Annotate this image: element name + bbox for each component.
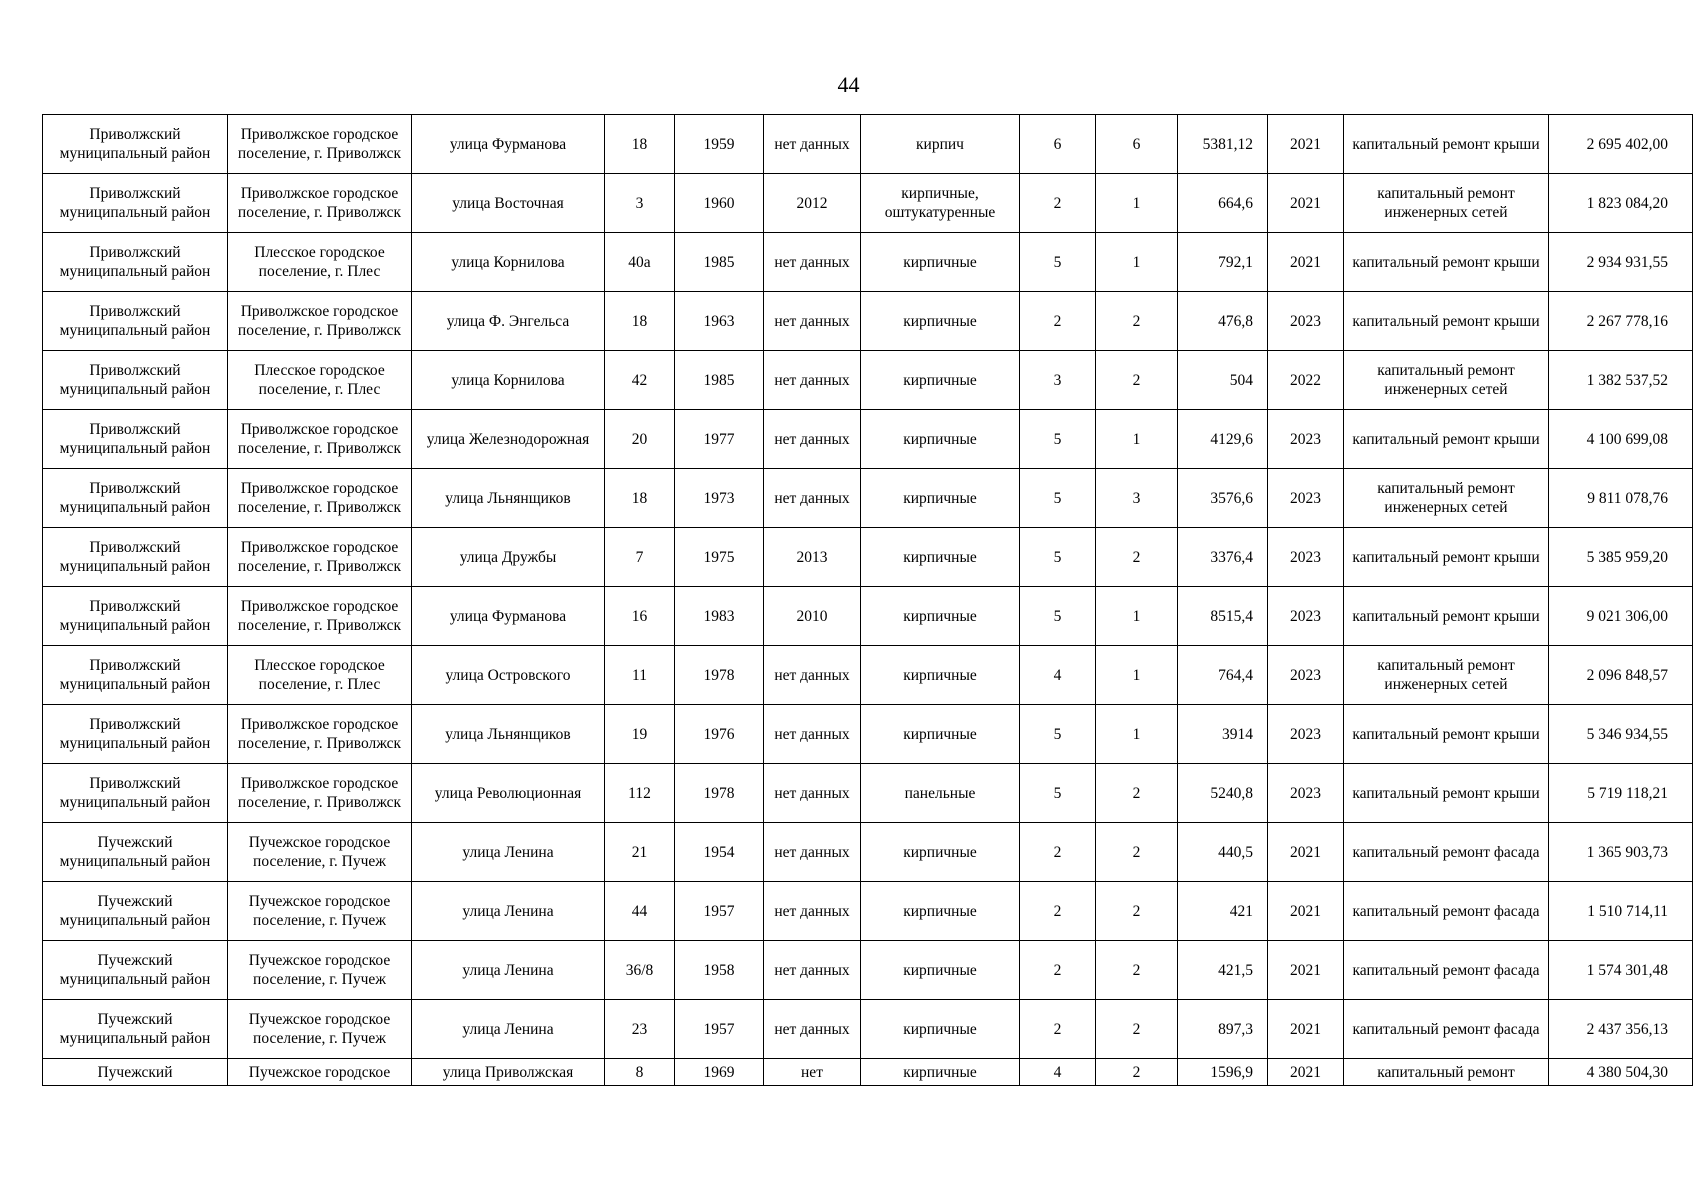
street-cell: улица Льнянщиков — [412, 469, 605, 528]
floors-cell: 4 — [1020, 646, 1096, 705]
floors-cell: 6 — [1020, 115, 1096, 174]
table-row — [43, 528, 1693, 587]
build-year-cell: 1985 — [675, 351, 764, 410]
table-row — [43, 823, 1693, 882]
area-cell: 3914 — [1178, 705, 1268, 764]
area-cell: 504 — [1178, 351, 1268, 410]
build-year-cell: 1977 — [675, 410, 764, 469]
work-type-cell: капитальный ремонт крыши — [1344, 410, 1549, 469]
table-row — [43, 587, 1693, 646]
last-repair-year-cell: нет данных — [764, 764, 861, 823]
work-type-cell: капитальный ремонт инженерных сетей — [1344, 646, 1549, 705]
settlement-cell: Приволжское городское поселение, г. Приволжск — [228, 115, 412, 174]
build-year-cell: 1969 — [675, 1059, 764, 1086]
last-repair-year-cell: 2012 — [764, 174, 861, 233]
floors-cell: 2 — [1020, 882, 1096, 941]
floors-cell: 5 — [1020, 705, 1096, 764]
entrances-cell: 1 — [1096, 587, 1178, 646]
plan-year-cell: 2021 — [1268, 233, 1344, 292]
street-cell: улица Фурманова — [412, 587, 605, 646]
house-number-cell: 18 — [605, 115, 675, 174]
table-row — [43, 351, 1693, 410]
area-cell: 5381,12 — [1178, 115, 1268, 174]
settlement-cell: Пучежское городское поселение, г. Пучеж — [228, 1000, 412, 1059]
wall-material-cell: кирпичные — [861, 410, 1020, 469]
build-year-cell: 1963 — [675, 292, 764, 351]
house-number-cell: 112 — [605, 764, 675, 823]
street-cell: улица Корнилова — [412, 351, 605, 410]
street-cell: улица Корнилова — [412, 233, 605, 292]
table-row — [43, 292, 1693, 351]
work-type-cell: капитальный ремонт крыши — [1344, 764, 1549, 823]
wall-material-cell: кирпичные — [861, 351, 1020, 410]
cost-cell: 1 823 084,20 — [1549, 174, 1693, 233]
wall-material-cell: кирпич — [861, 115, 1020, 174]
table-row — [43, 115, 1693, 174]
settlement-cell: Приволжское городское поселение, г. Приволжск — [228, 469, 412, 528]
last-repair-year-cell: нет — [764, 1059, 861, 1086]
build-year-cell: 1957 — [675, 882, 764, 941]
last-repair-year-cell: 2010 — [764, 587, 861, 646]
house-number-cell: 36/8 — [605, 941, 675, 1000]
plan-year-cell: 2021 — [1268, 1000, 1344, 1059]
plan-year-cell: 2023 — [1268, 292, 1344, 351]
entrances-cell: 2 — [1096, 764, 1178, 823]
build-year-cell: 1976 — [675, 705, 764, 764]
area-cell: 792,1 — [1178, 233, 1268, 292]
settlement-cell: Приволжское городское поселение, г. Приволжск — [228, 587, 412, 646]
floors-cell: 4 — [1020, 1059, 1096, 1086]
street-cell: улица Ф. Энгельса — [412, 292, 605, 351]
cost-cell: 4 380 504,30 — [1549, 1059, 1693, 1086]
settlement-cell: Пучежское городское поселение, г. Пучеж — [228, 882, 412, 941]
settlement-cell: Приволжское городское поселение, г. Приволжск — [228, 174, 412, 233]
table-row — [43, 764, 1693, 823]
house-number-cell: 11 — [605, 646, 675, 705]
floors-cell: 2 — [1020, 292, 1096, 351]
settlement-cell: Приволжское городское поселение, г. Приволжск — [228, 292, 412, 351]
entrances-cell: 2 — [1096, 823, 1178, 882]
table-row — [43, 174, 1693, 233]
area-cell: 1596,9 — [1178, 1059, 1268, 1086]
table-row — [43, 233, 1693, 292]
last-repair-year-cell: нет данных — [764, 941, 861, 1000]
plan-year-cell: 2021 — [1268, 882, 1344, 941]
last-repair-year-cell: нет данных — [764, 351, 861, 410]
floors-cell: 5 — [1020, 469, 1096, 528]
build-year-cell: 1978 — [675, 764, 764, 823]
last-repair-year-cell: нет данных — [764, 1000, 861, 1059]
cost-cell: 1 510 714,11 — [1549, 882, 1693, 941]
table-body — [43, 115, 1693, 1086]
settlement-cell: Плесское городское поселение, г. Плес — [228, 351, 412, 410]
plan-year-cell: 2023 — [1268, 587, 1344, 646]
house-number-cell: 21 — [605, 823, 675, 882]
wall-material-cell: кирпичные — [861, 882, 1020, 941]
house-number-cell: 19 — [605, 705, 675, 764]
street-cell: улица Восточная — [412, 174, 605, 233]
floors-cell: 2 — [1020, 823, 1096, 882]
plan-year-cell: 2023 — [1268, 528, 1344, 587]
street-cell: улица Ленина — [412, 823, 605, 882]
district-cell: Приволжский муниципальный район — [43, 705, 228, 764]
area-cell: 3576,6 — [1178, 469, 1268, 528]
table-row — [43, 941, 1693, 1000]
floors-cell: 5 — [1020, 528, 1096, 587]
district-cell: Приволжский муниципальный район — [43, 469, 228, 528]
street-cell: улица Ленина — [412, 941, 605, 1000]
area-cell: 440,5 — [1178, 823, 1268, 882]
house-number-cell: 18 — [605, 469, 675, 528]
table-row — [43, 469, 1693, 528]
entrances-cell: 1 — [1096, 410, 1178, 469]
cost-cell: 1 365 903,73 — [1549, 823, 1693, 882]
plan-year-cell: 2021 — [1268, 115, 1344, 174]
house-number-cell: 44 — [605, 882, 675, 941]
work-type-cell: капитальный ремонт крыши — [1344, 292, 1549, 351]
district-cell: Пучежский муниципальный район — [43, 1000, 228, 1059]
table-row — [43, 705, 1693, 764]
area-cell: 664,6 — [1178, 174, 1268, 233]
area-cell: 476,8 — [1178, 292, 1268, 351]
table-row — [43, 646, 1693, 705]
district-cell: Приволжский муниципальный район — [43, 174, 228, 233]
settlement-cell: Плесское городское поселение, г. Плес — [228, 646, 412, 705]
district-cell: Пучежский муниципальный район — [43, 823, 228, 882]
house-number-cell: 23 — [605, 1000, 675, 1059]
floors-cell: 2 — [1020, 174, 1096, 233]
house-number-cell: 16 — [605, 587, 675, 646]
house-number-cell: 42 — [605, 351, 675, 410]
wall-material-cell: кирпичные — [861, 705, 1020, 764]
district-cell: Приволжский муниципальный район — [43, 528, 228, 587]
entrances-cell: 3 — [1096, 469, 1178, 528]
cost-cell: 2 437 356,13 — [1549, 1000, 1693, 1059]
plan-year-cell: 2023 — [1268, 646, 1344, 705]
house-number-cell: 20 — [605, 410, 675, 469]
district-cell: Приволжский муниципальный район — [43, 410, 228, 469]
wall-material-cell: кирпичные — [861, 292, 1020, 351]
build-year-cell: 1954 — [675, 823, 764, 882]
district-cell: Приволжский муниципальный район — [43, 115, 228, 174]
last-repair-year-cell: нет данных — [764, 115, 861, 174]
entrances-cell: 1 — [1096, 646, 1178, 705]
cost-cell: 5 346 934,55 — [1549, 705, 1693, 764]
entrances-cell: 6 — [1096, 115, 1178, 174]
work-type-cell: капитальный ремонт фасада — [1344, 882, 1549, 941]
wall-material-cell: кирпичные — [861, 1059, 1020, 1086]
area-cell: 421 — [1178, 882, 1268, 941]
district-cell: Приволжский муниципальный район — [43, 646, 228, 705]
wall-material-cell: кирпичные — [861, 941, 1020, 1000]
cost-cell: 1 382 537,52 — [1549, 351, 1693, 410]
cost-cell: 2 267 778,16 — [1549, 292, 1693, 351]
work-type-cell: капитальный ремонт крыши — [1344, 705, 1549, 764]
build-year-cell: 1959 — [675, 115, 764, 174]
last-repair-year-cell: 2013 — [764, 528, 861, 587]
plan-year-cell: 2023 — [1268, 764, 1344, 823]
house-number-cell: 7 — [605, 528, 675, 587]
floors-cell: 3 — [1020, 351, 1096, 410]
plan-year-cell: 2021 — [1268, 823, 1344, 882]
entrances-cell: 1 — [1096, 233, 1178, 292]
work-type-cell: капитальный ремонт крыши — [1344, 528, 1549, 587]
build-year-cell: 1975 — [675, 528, 764, 587]
work-type-cell: капитальный ремонт крыши — [1344, 115, 1549, 174]
last-repair-year-cell: нет данных — [764, 823, 861, 882]
area-cell: 897,3 — [1178, 1000, 1268, 1059]
table-row — [43, 410, 1693, 469]
district-cell: Приволжский муниципальный район — [43, 351, 228, 410]
cost-cell: 2 096 848,57 — [1549, 646, 1693, 705]
wall-material-cell: кирпичные — [861, 587, 1020, 646]
floors-cell: 5 — [1020, 764, 1096, 823]
wall-material-cell: кирпичные — [861, 823, 1020, 882]
street-cell: улица Приволжская — [412, 1059, 605, 1086]
last-repair-year-cell: нет данных — [764, 292, 861, 351]
build-year-cell: 1958 — [675, 941, 764, 1000]
work-type-cell: капитальный ремонт фасада — [1344, 1000, 1549, 1059]
plan-year-cell: 2023 — [1268, 705, 1344, 764]
area-cell: 5240,8 — [1178, 764, 1268, 823]
wall-material-cell: кирпичные — [861, 469, 1020, 528]
build-year-cell: 1973 — [675, 469, 764, 528]
work-type-cell: капитальный ремонт крыши — [1344, 233, 1549, 292]
work-type-cell: капитальный ремонт инженерных сетей — [1344, 469, 1549, 528]
table-row — [43, 1000, 1693, 1059]
entrances-cell: 2 — [1096, 528, 1178, 587]
wall-material-cell: кирпичные — [861, 528, 1020, 587]
district-cell: Пучежский муниципальный район — [43, 941, 228, 1000]
entrances-cell: 1 — [1096, 174, 1178, 233]
settlement-cell: Пучежское городское поселение, г. Пучеж — [228, 941, 412, 1000]
last-repair-year-cell: нет данных — [764, 705, 861, 764]
district-cell: Приволжский муниципальный район — [43, 587, 228, 646]
street-cell: улица Ленина — [412, 882, 605, 941]
last-repair-year-cell: нет данных — [764, 410, 861, 469]
cost-cell: 5 385 959,20 — [1549, 528, 1693, 587]
plan-year-cell: 2021 — [1268, 941, 1344, 1000]
page-number: 44 — [837, 72, 860, 97]
area-cell: 4129,6 — [1178, 410, 1268, 469]
entrances-cell: 1 — [1096, 705, 1178, 764]
work-type-cell: капитальный ремонт фасада — [1344, 823, 1549, 882]
cost-cell: 9 021 306,00 — [1549, 587, 1693, 646]
cost-cell: 2 695 402,00 — [1549, 115, 1693, 174]
wall-material-cell: кирпичные, оштукатуренные — [861, 174, 1020, 233]
cost-cell: 5 719 118,21 — [1549, 764, 1693, 823]
work-type-cell: капитальный ремонт — [1344, 1059, 1549, 1086]
district-cell: Пучежский муниципальный район — [43, 882, 228, 941]
area-cell: 764,4 — [1178, 646, 1268, 705]
plan-year-cell: 2023 — [1268, 469, 1344, 528]
work-type-cell: капитальный ремонт фасада — [1344, 941, 1549, 1000]
district-cell: Приволжский муниципальный район — [43, 764, 228, 823]
house-number-cell: 8 — [605, 1059, 675, 1086]
cost-cell: 1 574 301,48 — [1549, 941, 1693, 1000]
street-cell: улица Железнодорожная — [412, 410, 605, 469]
wall-material-cell: панельные — [861, 764, 1020, 823]
house-number-cell: 3 — [605, 174, 675, 233]
housing-repair-table — [42, 114, 1693, 1086]
cost-cell: 2 934 931,55 — [1549, 233, 1693, 292]
work-type-cell: капитальный ремонт крыши — [1344, 587, 1549, 646]
street-cell: улица Островского — [412, 646, 605, 705]
build-year-cell: 1957 — [675, 1000, 764, 1059]
wall-material-cell: кирпичные — [861, 1000, 1020, 1059]
street-cell: улица Льнянщиков — [412, 705, 605, 764]
entrances-cell: 2 — [1096, 1059, 1178, 1086]
district-cell: Приволжский муниципальный район — [43, 233, 228, 292]
plan-year-cell: 2021 — [1268, 174, 1344, 233]
street-cell: улица Фурманова — [412, 115, 605, 174]
cost-cell: 9 811 078,76 — [1549, 469, 1693, 528]
last-repair-year-cell: нет данных — [764, 469, 861, 528]
build-year-cell: 1960 — [675, 174, 764, 233]
entrances-cell: 2 — [1096, 292, 1178, 351]
floors-cell: 5 — [1020, 587, 1096, 646]
plan-year-cell: 2022 — [1268, 351, 1344, 410]
floors-cell: 2 — [1020, 941, 1096, 1000]
entrances-cell: 2 — [1096, 1000, 1178, 1059]
area-cell: 3376,4 — [1178, 528, 1268, 587]
build-year-cell: 1985 — [675, 233, 764, 292]
floors-cell: 5 — [1020, 233, 1096, 292]
work-type-cell: капитальный ремонт инженерных сетей — [1344, 174, 1549, 233]
area-cell: 421,5 — [1178, 941, 1268, 1000]
cost-cell: 4 100 699,08 — [1549, 410, 1693, 469]
district-cell: Приволжский муниципальный район — [43, 292, 228, 351]
settlement-cell: Пучежское городское поселение, г. Пучеж — [228, 823, 412, 882]
street-cell: улица Революционная — [412, 764, 605, 823]
entrances-cell: 2 — [1096, 351, 1178, 410]
area-cell: 8515,4 — [1178, 587, 1268, 646]
floors-cell: 2 — [1020, 1000, 1096, 1059]
entrances-cell: 2 — [1096, 941, 1178, 1000]
wall-material-cell: кирпичные — [861, 233, 1020, 292]
house-number-cell: 40а — [605, 233, 675, 292]
settlement-cell: Приволжское городское поселение, г. Приволжск — [228, 705, 412, 764]
work-type-cell: капитальный ремонт инженерных сетей — [1344, 351, 1549, 410]
plan-year-cell: 2023 — [1268, 410, 1344, 469]
settlement-cell: Приволжское городское поселение, г. Приволжск — [228, 764, 412, 823]
settlement-cell: Плесское городское поселение, г. Плес — [228, 233, 412, 292]
last-repair-year-cell: нет данных — [764, 646, 861, 705]
build-year-cell: 1983 — [675, 587, 764, 646]
house-number-cell: 18 — [605, 292, 675, 351]
floors-cell: 5 — [1020, 410, 1096, 469]
table-row — [43, 882, 1693, 941]
district-cell: Пучежский — [43, 1059, 228, 1086]
street-cell: улица Ленина — [412, 1000, 605, 1059]
last-repair-year-cell: нет данных — [764, 882, 861, 941]
table-row — [43, 1059, 1693, 1086]
settlement-cell: Приволжское городское поселение, г. Приволжск — [228, 528, 412, 587]
plan-year-cell: 2021 — [1268, 1059, 1344, 1086]
last-repair-year-cell: нет данных — [764, 233, 861, 292]
build-year-cell: 1978 — [675, 646, 764, 705]
settlement-cell: Пучежское городское — [228, 1059, 412, 1086]
entrances-cell: 2 — [1096, 882, 1178, 941]
street-cell: улица Дружбы — [412, 528, 605, 587]
settlement-cell: Приволжское городское поселение, г. Приволжск — [228, 410, 412, 469]
wall-material-cell: кирпичные — [861, 646, 1020, 705]
